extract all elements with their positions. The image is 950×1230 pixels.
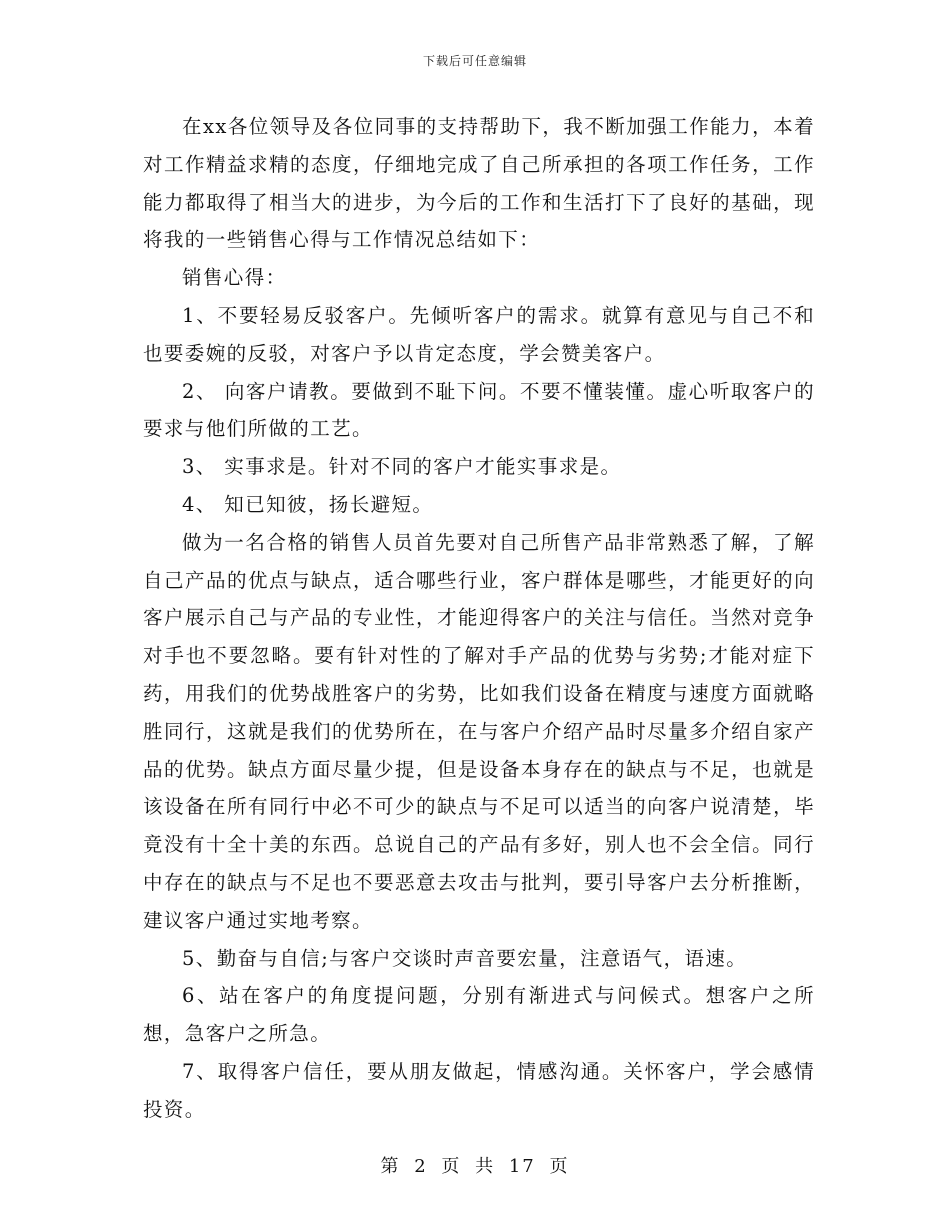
paragraph-item-4: 4、 知已知彼，扬长避短。 [182,492,434,516]
page-number: 第 2 页 共 17 页 [380,1156,570,1177]
header-note: 下载后可任意编辑 [422,54,527,68]
paragraph-item-2: 2、 向客户请教。要做到不耻下问。不要不懂装懂。虚心听取客户的要求与他们所做的工艺。 [143,379,815,441]
paragraph-item-7: 7、取得客户信任，要从朋友做起，情感沟通。关怀客户，学会感情投资。 [143,1059,815,1121]
paragraph-item-6: 6、站在客户的角度提问题，分别有渐进式与问候式。想客户之所想，急客户之所急。 [143,984,815,1046]
paragraph-item-4-detail: 做为一名合格的销售人员首先要对自己所售产品非常熟悉了解，了解自己产品的优点与缺点，适合哪些行业，客户群体是哪些，才能更好的向客户展示自己与产品的专业性，才能迎得客户的关注与信任。当然对竞争对手也不要忽略。要有针对性的了解对手产品的优势与劣势;才能对症下药，用我们的优势战胜客户的劣势，比如我们设备在精度与速度方面就略胜同行，这就是我们的优势所在，在与客户介绍产品时尽量多介绍自家产品的优势。缺点方面尽量少提，但是设备本身存在的缺点与不足，也就是该设备在所有同行中必不可少的缺点与不足可以适当的向客户说清楚，毕竟没有十全十美的东西。总说自己的产品有多好，别人也不会全信。同行中存在的缺点与不足也不要恶意去攻击与批判，要引导客户去分析推断，建议客户通过实地考察。 [143,530,815,932]
paragraph-item-5: 5、勤奋与自信;与客户交谈时声音要宏量，注意语气，语速。 [182,946,748,970]
paragraph-item-3: 3、 实事求是。针对不同的客户才能实事求是。 [182,455,622,479]
paragraph-intro: 在xx各位领导及各位同事的支持帮助下，我不断加强工作能力，本着对工作精益求精的态度，仔细地完成了自己所承担的各项工作任务，工作能力都取得了相当大的进步，为今后的工作和生活打下了良好的基础，现将我的一些销售心得与工作情况总结如下： [143,115,815,252]
paragraph-heading: 销售心得： [182,266,287,290]
paragraph-item-1: 1、不要轻易反驳客户。先倾听客户的需求。就算有意见与自己不和也要委婉的反驳，对客户予以肯定态度，学会赞美客户。 [143,303,815,365]
document-body [143,108,815,1129]
